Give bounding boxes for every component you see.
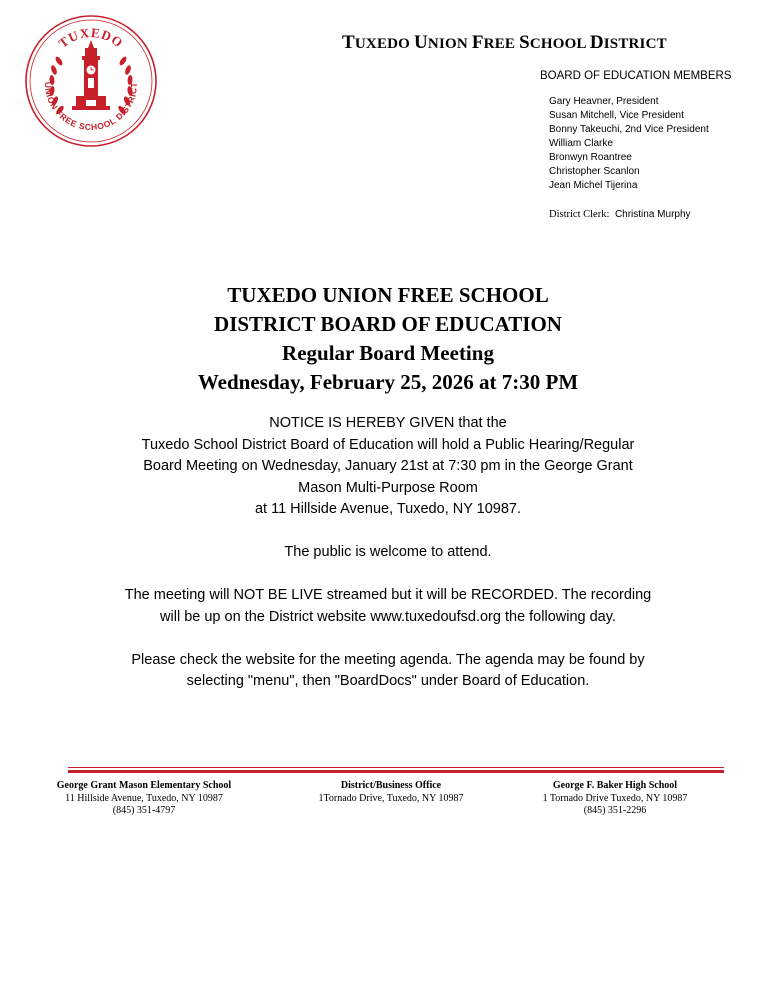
board-member: Christopher Scanlon bbox=[549, 166, 640, 177]
footer-phone: (845) 351-4797 bbox=[112, 805, 176, 816]
clock-tower-icon bbox=[72, 40, 110, 110]
notice-line: Mason Multi-Purpose Room bbox=[298, 479, 478, 496]
seal-ring-text: UNION FREE SCHOOL DISTRICT bbox=[42, 81, 140, 133]
footer-school-name: George F. Baker High School bbox=[552, 780, 678, 791]
headline-line: TUXEDO UNION FREE SCHOOL bbox=[227, 283, 549, 307]
notice-line: The meeting will NOT BE LIVE streamed but it will be RECORDED. The recording bbox=[124, 587, 652, 603]
notice-line: selecting "menu", then "BoardDocs" under Board of Education. bbox=[186, 673, 590, 689]
footer-phone: (845) 351-2296 bbox=[583, 805, 647, 816]
seal-top-text: TUXEDO bbox=[55, 24, 127, 51]
district-seal-logo bbox=[24, 14, 158, 148]
footer-high-school bbox=[520, 780, 710, 818]
board-member: Jean Michel Tijerina bbox=[549, 180, 638, 191]
clerk-name: Christina Murphy bbox=[614, 209, 691, 220]
meeting-headline bbox=[0, 281, 776, 397]
notice-line: Board Meeting on Wednesday, January 21st at 7:30 pm in the George Grant bbox=[143, 458, 633, 474]
footer-address: 11 Hillside Avenue, Tuxedo, NY 10987 bbox=[65, 792, 223, 804]
notice-line: NOTICE IS HEREBY GIVEN that the bbox=[269, 415, 507, 431]
board-member: Gary Heavner, President bbox=[549, 96, 659, 107]
meeting-notice bbox=[0, 413, 776, 693]
footer-office-name: District/Business Office bbox=[340, 780, 442, 791]
district-title: TUXEDO UNION FREE SCHOOL DISTRICT bbox=[342, 32, 667, 53]
district-clerk bbox=[549, 209, 691, 220]
board-members-heading: BOARD OF EDUCATION MEMBERS bbox=[540, 70, 732, 82]
board-members-list bbox=[549, 95, 709, 193]
board-member: William Clarke bbox=[549, 138, 613, 149]
board-member: Bronwyn Roantree bbox=[549, 152, 632, 163]
headline-line: DISTRICT BOARD OF EDUCATION bbox=[214, 312, 562, 336]
notice-line: The public is welcome to attend. bbox=[284, 544, 492, 560]
notice-line: will be up on the District website www.tuxedoufsd.org the following day. bbox=[160, 608, 616, 625]
footer-address: 1Tornado Drive, Tuxedo, NY 10987 bbox=[318, 792, 464, 804]
meeting-date: Wednesday, February 25, 2026 at 7:30 PM bbox=[197, 370, 579, 394]
notice-line: at 11 Hillside Avenue, Tuxedo, NY 10987. bbox=[254, 501, 522, 517]
footer-district-office bbox=[296, 780, 486, 805]
notice-line: Tuxedo School District Board of Education will hold a Public Hearing/Regular bbox=[141, 436, 635, 453]
clerk-label: District Clerk: bbox=[549, 209, 610, 220]
board-member: Susan Mitchell, Vice President bbox=[549, 110, 684, 121]
meeting-type: Regular Board Meeting bbox=[282, 341, 494, 365]
footer-address: 1 Tornado Drive Tuxedo, NY 10987 bbox=[542, 792, 688, 804]
footer-elementary-school bbox=[42, 780, 246, 818]
footer-divider bbox=[68, 767, 724, 773]
notice-line: Please check the website for the meeting agenda. The agenda may be found by bbox=[131, 651, 645, 668]
footer-school-name: George Grant Mason Elementary School bbox=[56, 780, 232, 791]
board-member: Bonny Takeuchi, 2nd Vice President bbox=[549, 124, 709, 135]
